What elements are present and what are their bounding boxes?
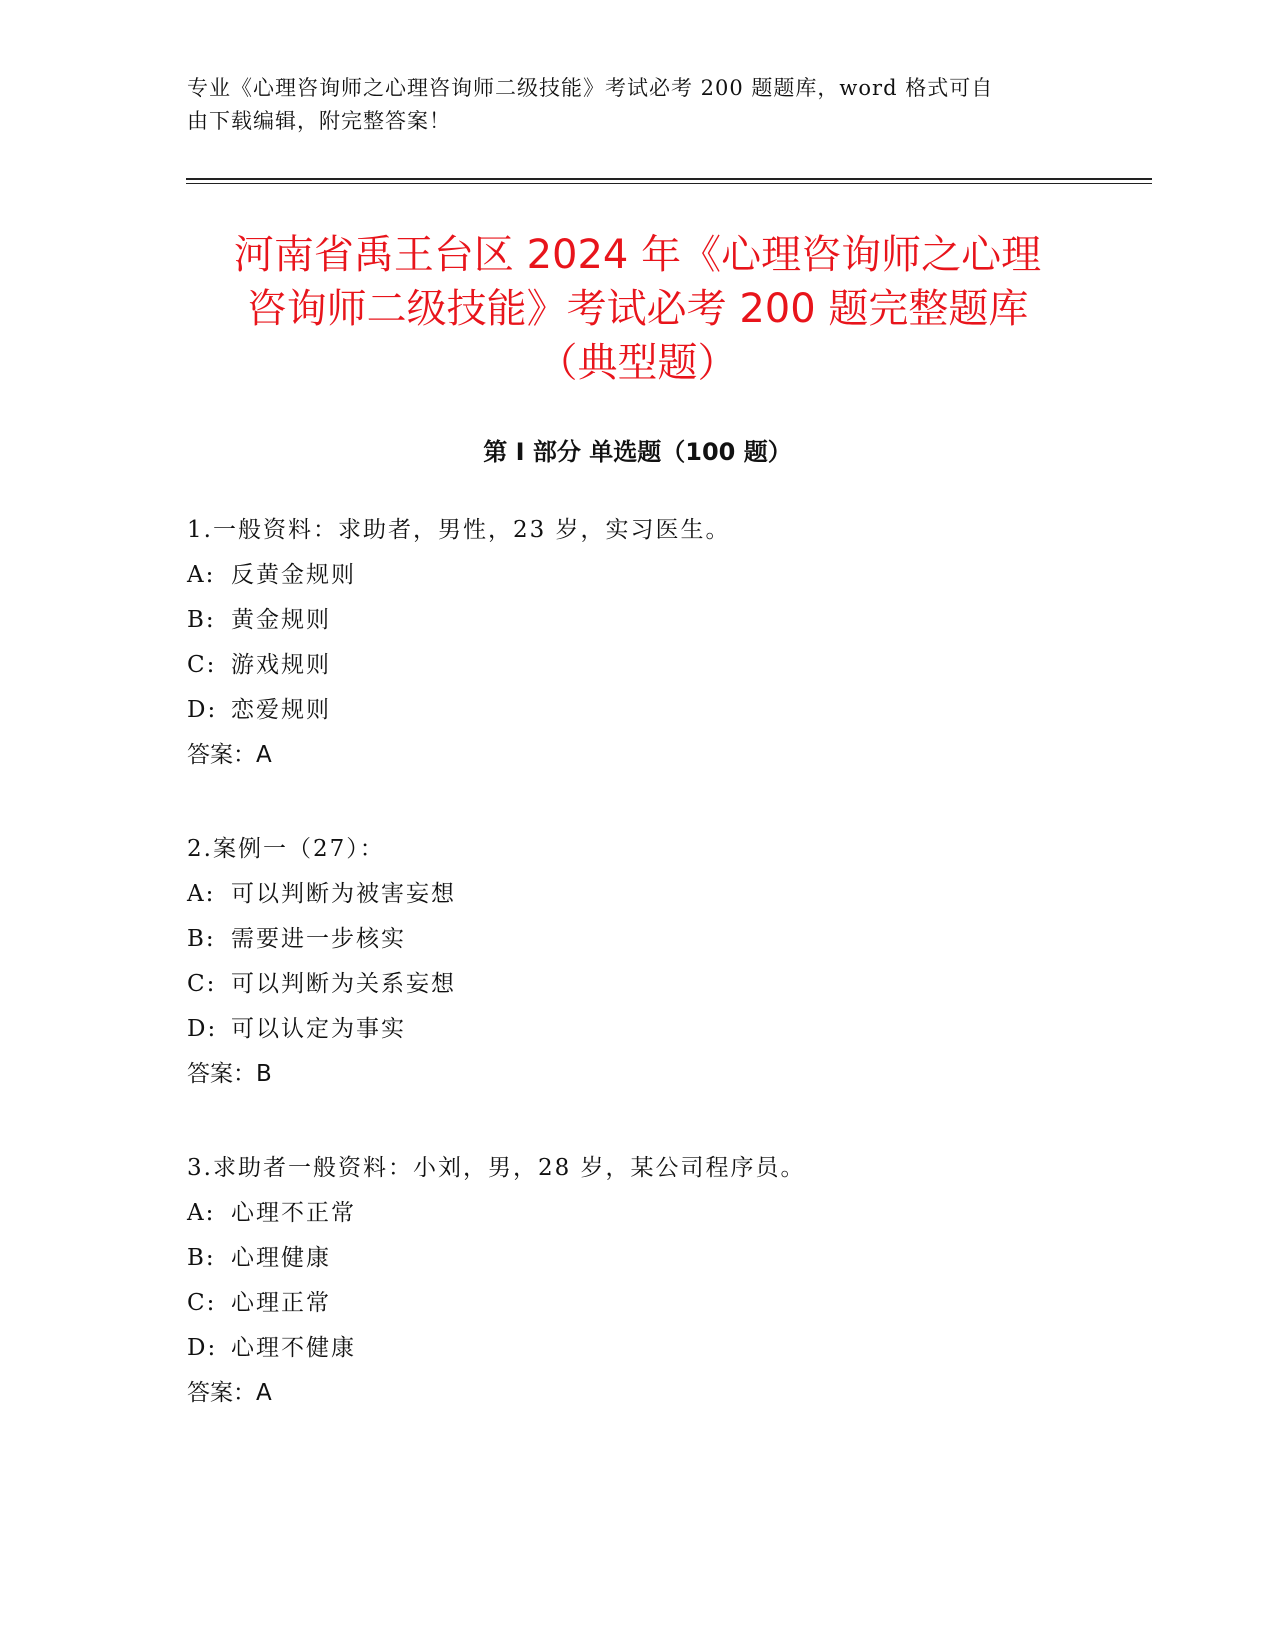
option-b [187,598,1087,643]
option-c [187,962,1087,1007]
option-letter: B: [187,607,216,633]
question-2 [187,827,1087,1097]
header-rule-thin [186,183,1152,184]
option-letter: D: [187,1335,218,1361]
header-rule-thick [186,178,1152,180]
option-b [187,1236,1087,1281]
option-text: 游戏规则 [231,652,331,678]
option-letter: C: [187,652,217,678]
option-d [187,1326,1087,1371]
option-text: 可以认定为事实 [231,1016,406,1042]
answer-line: 答案：A [187,742,272,768]
option-text: 心理不健康 [231,1335,356,1361]
option-letter: D: [187,697,218,723]
option-d [187,688,1087,733]
option-b [187,917,1087,962]
document-title-line-3: （典型题） [537,340,738,386]
option-a [187,872,1087,917]
question-stem: 2.案例一（27）： [187,836,385,862]
option-letter: B: [187,1245,216,1271]
option-text: 反黄金规则 [231,562,356,588]
option-text: 心理正常 [231,1290,331,1316]
document-title [160,228,1115,390]
answer-line: 答案：B [187,1061,272,1087]
option-letter: C: [187,1290,217,1316]
option-c [187,1281,1087,1326]
question-stem: 1.一般资料：求助者，男性，23 岁，实习医生。 [187,517,731,543]
question-3 [187,1146,1087,1416]
option-text: 需要进一步核实 [231,926,406,952]
option-letter: A: [187,881,216,907]
document-title-line-1: 河南省禹王台区 2024 年《心理咨询师之心理 [233,232,1042,278]
option-letter: C: [187,971,217,997]
option-text: 可以判断为关系妄想 [231,971,456,997]
option-text: 恋爱规则 [231,697,331,723]
header-note-line-1: 专业《心理咨询师之心理咨询师二级技能》考试必考 200 题题库，word 格式可自 [187,76,994,100]
option-a [187,553,1087,598]
option-text: 心理健康 [231,1245,331,1271]
option-text: 黄金规则 [231,607,331,633]
option-text: 可以判断为被害妄想 [231,881,456,907]
header-note-line-2: 由下载编辑，附完整答案！ [187,109,451,133]
option-letter: D: [187,1016,218,1042]
question-stem: 3.求助者一般资料：小刘，男，28 岁，某公司程序员。 [187,1155,806,1181]
option-letter: A: [187,1200,216,1226]
question-1 [187,508,1087,778]
option-d [187,1007,1087,1052]
document-title-line-2: 咨询师二级技能》考试必考 200 题完整题库 [246,286,1029,332]
section-title: 第 I 部分 单选题（100 题） [483,438,792,466]
option-a [187,1191,1087,1236]
header-note [187,72,1067,138]
option-c [187,643,1087,688]
option-letter: A: [187,562,216,588]
option-letter: B: [187,926,216,952]
option-text: 心理不正常 [231,1200,356,1226]
answer-line: 答案：A [187,1380,272,1406]
